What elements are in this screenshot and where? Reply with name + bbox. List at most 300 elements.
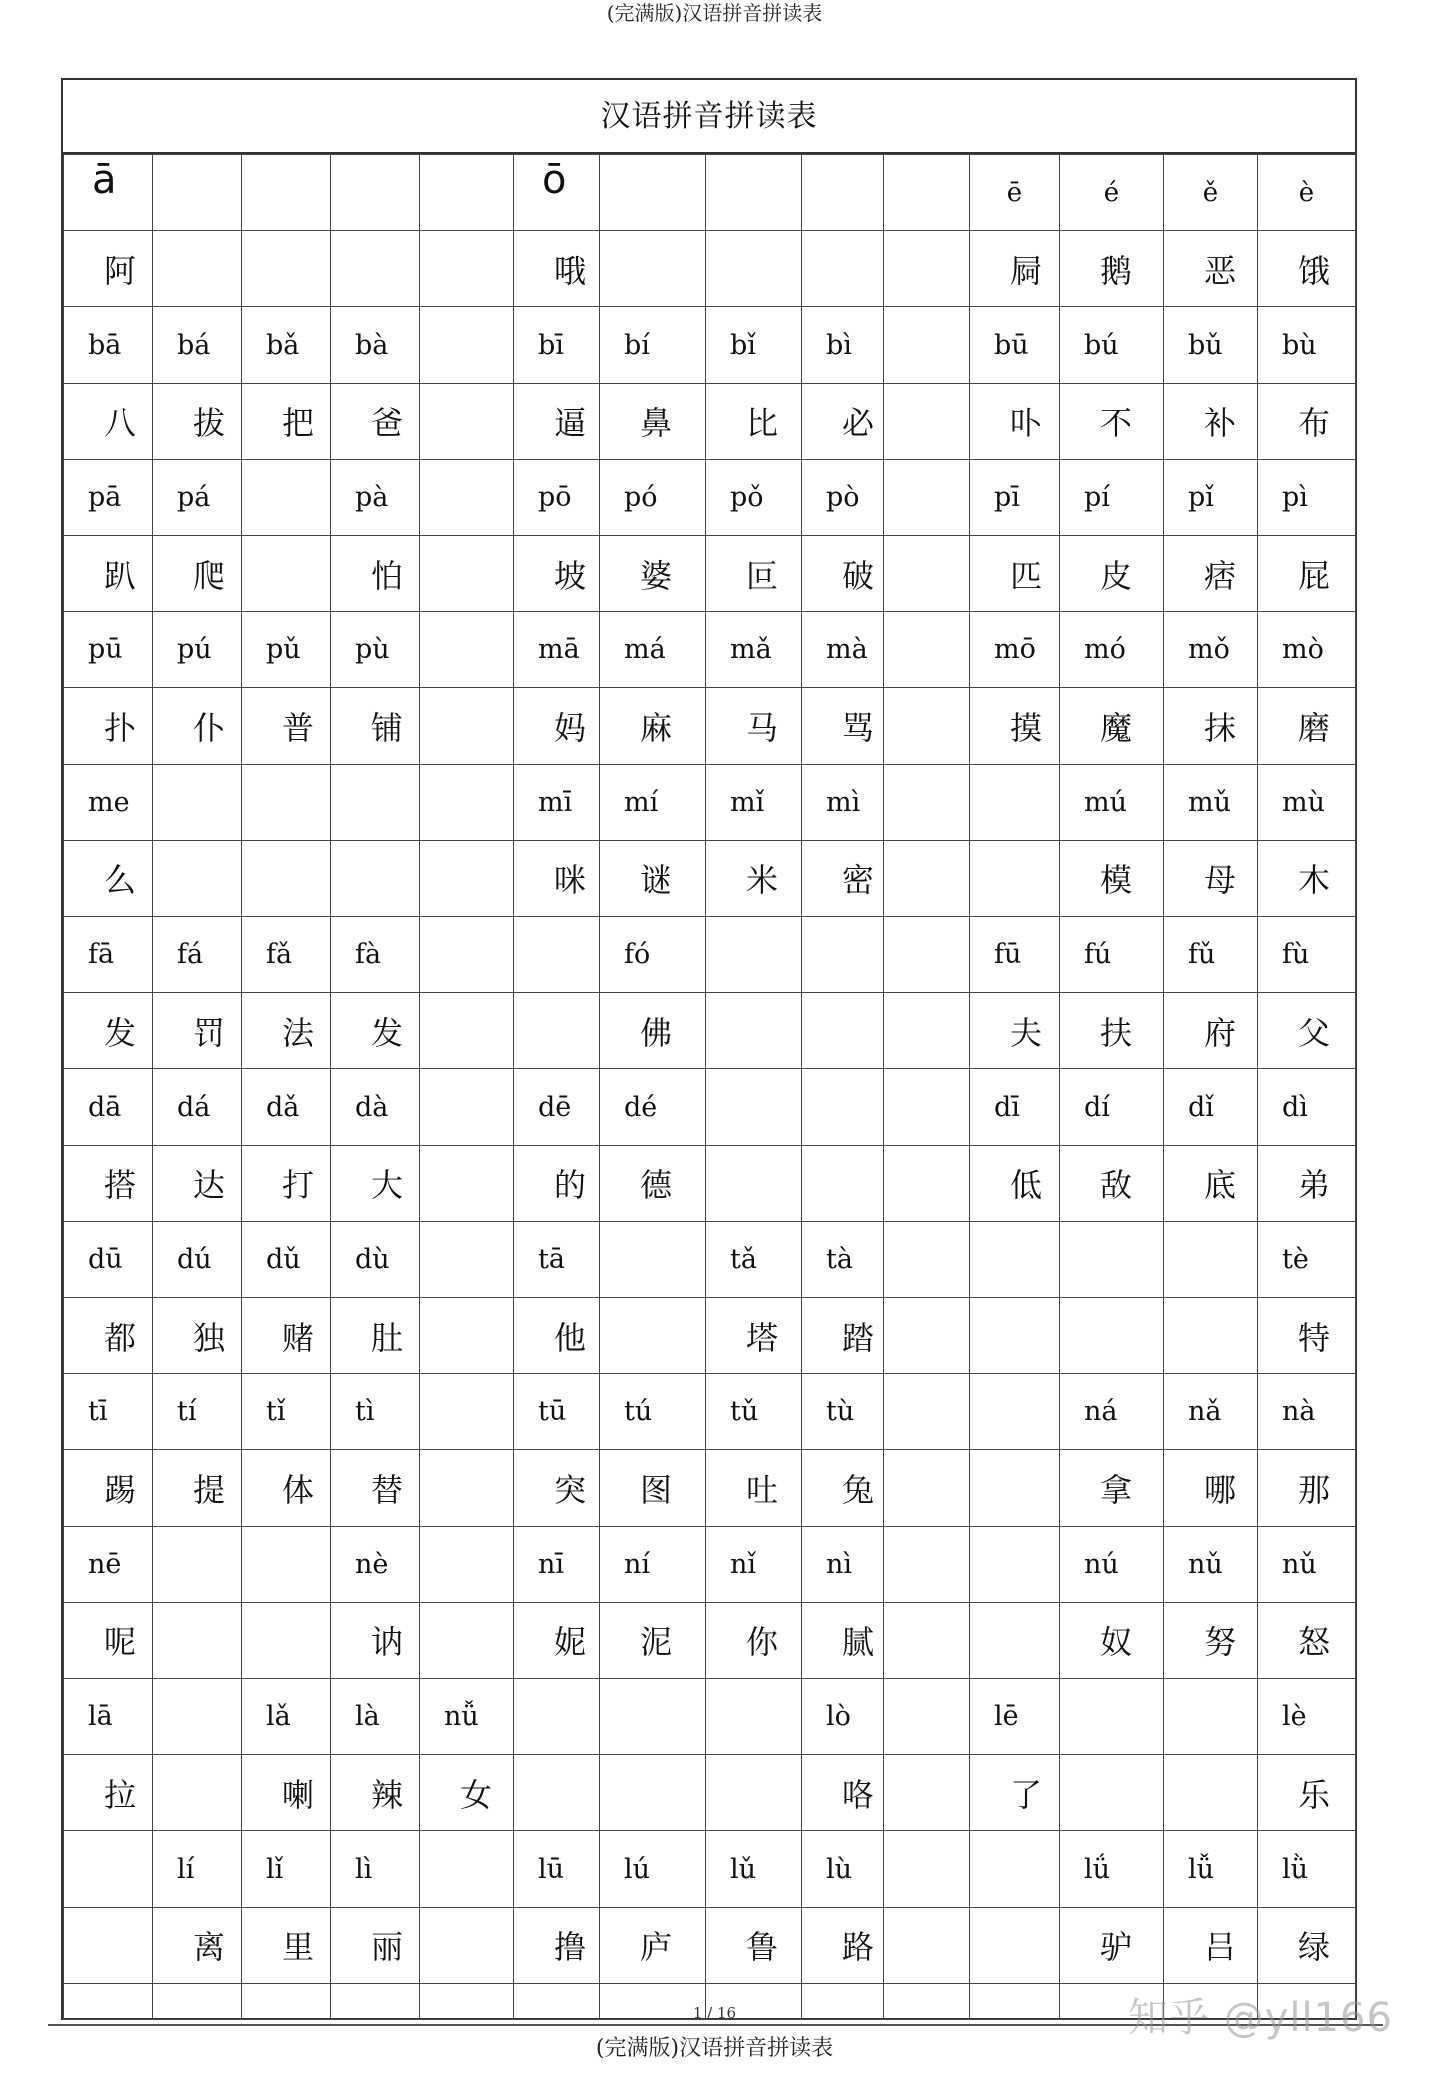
table-cell xyxy=(420,688,514,764)
table-cell: pì xyxy=(1258,459,1356,535)
table-cell xyxy=(1164,1679,1258,1755)
table-cell xyxy=(884,1526,970,1602)
table-cell xyxy=(153,155,242,231)
table-row xyxy=(64,1221,1356,1297)
table-cell: 普 xyxy=(242,688,331,764)
table-cell xyxy=(331,764,420,840)
table-cell xyxy=(420,459,514,535)
table-cell: 敌 xyxy=(1060,1145,1164,1221)
table-cell: 么 xyxy=(64,840,153,916)
table-cell: mǔ xyxy=(1164,764,1258,840)
table-cell: lò xyxy=(802,1679,884,1755)
table-cell: 弟 xyxy=(1258,1145,1356,1221)
document-footer: (完满版)汉语拼音拼读表 xyxy=(595,2036,834,2061)
table-cell: dū xyxy=(64,1221,153,1297)
table-cell: nǚ xyxy=(420,1679,514,1755)
table-cell: 扶 xyxy=(1060,993,1164,1069)
table-cell xyxy=(884,840,970,916)
table-cell xyxy=(802,1145,884,1221)
table-cell: 踢 xyxy=(64,1450,153,1526)
table-cell: 吐 xyxy=(706,1450,802,1526)
table-cell: 绿 xyxy=(1258,1907,1356,1983)
table-cell: 抹 xyxy=(1164,688,1258,764)
pinyin-reading-table xyxy=(63,154,1356,2020)
table-cell: ná xyxy=(1060,1374,1164,1450)
table-cell: ā xyxy=(64,155,153,231)
table-cell: tǐ xyxy=(242,1374,331,1450)
table-cell: bù xyxy=(1258,307,1356,383)
table-cell: tǎ xyxy=(706,1221,802,1297)
table-cell xyxy=(153,1602,242,1678)
table-cell: lǜ xyxy=(1258,1831,1356,1907)
table-cell xyxy=(884,1831,970,1907)
table-cell xyxy=(884,1679,970,1755)
table-cell: 奴 xyxy=(1060,1602,1164,1678)
table-cell: 痞 xyxy=(1164,536,1258,612)
table-cell xyxy=(1060,1755,1164,1831)
table-cell: bǎ xyxy=(242,307,331,383)
table-cell xyxy=(1060,1298,1164,1374)
table-row xyxy=(64,1298,1356,1374)
table-cell xyxy=(802,1069,884,1145)
table-cell xyxy=(600,1221,706,1297)
table-cell: é xyxy=(1060,155,1164,231)
table-cell: lí xyxy=(153,1831,242,1907)
table-cell xyxy=(884,1221,970,1297)
table-cell: 哪 xyxy=(1164,1450,1258,1526)
table-cell xyxy=(153,1679,242,1755)
table-cell: dē xyxy=(514,1069,600,1145)
table-cell: è xyxy=(1258,155,1356,231)
table-cell: 密 xyxy=(802,840,884,916)
table-row xyxy=(64,307,1356,383)
table-cell: 路 xyxy=(802,1907,884,1983)
table-cell xyxy=(420,1298,514,1374)
table-cell xyxy=(706,993,802,1069)
table-cell: mí xyxy=(600,764,706,840)
table-cell xyxy=(242,1602,331,1678)
table-cell xyxy=(420,840,514,916)
table-row xyxy=(64,688,1356,764)
table-cell xyxy=(970,1374,1060,1450)
table-cell: tū xyxy=(514,1374,600,1450)
table-cell: nè xyxy=(331,1526,420,1602)
table-cell: 父 xyxy=(1258,993,1356,1069)
table-cell xyxy=(970,1907,1060,1983)
table-cell: lā xyxy=(64,1679,153,1755)
table-cell: 骂 xyxy=(802,688,884,764)
table-cell: bú xyxy=(1060,307,1164,383)
table-cell: fǎ xyxy=(242,917,331,993)
table-cell: nì xyxy=(802,1526,884,1602)
table-cell: bà xyxy=(331,307,420,383)
table-cell xyxy=(884,993,970,1069)
table-cell: lú xyxy=(600,1831,706,1907)
table-cell: 低 xyxy=(970,1145,1060,1221)
table-cell xyxy=(970,764,1060,840)
table-cell xyxy=(706,231,802,307)
table-cell: lǚ xyxy=(1164,1831,1258,1907)
table-cell: 摸 xyxy=(970,688,1060,764)
table-cell: lì xyxy=(331,1831,420,1907)
table-cell: 怕 xyxy=(331,536,420,612)
table-cell: tì xyxy=(331,1374,420,1450)
table-cell xyxy=(802,231,884,307)
table-cell: 不 xyxy=(1060,383,1164,459)
table-cell: 马 xyxy=(706,688,802,764)
table-cell: pǐ xyxy=(1164,459,1258,535)
table-cell: 趴 xyxy=(64,536,153,612)
table-cell: 米 xyxy=(706,840,802,916)
table-cell: lū xyxy=(514,1831,600,1907)
table-cell: 驴 xyxy=(1060,1907,1164,1983)
table-cell: 母 xyxy=(1164,840,1258,916)
table-cell: 补 xyxy=(1164,383,1258,459)
table-cell xyxy=(420,1602,514,1678)
table-cell xyxy=(970,1298,1060,1374)
table-cell xyxy=(420,1374,514,1450)
table-cell xyxy=(242,231,331,307)
table-cell: 搭 xyxy=(64,1145,153,1221)
pinyin-table-sheet xyxy=(61,78,1357,2020)
table-row xyxy=(64,612,1356,688)
table-cell xyxy=(331,231,420,307)
table-cell: fā xyxy=(64,917,153,993)
table-cell: 木 xyxy=(1258,840,1356,916)
table-cell xyxy=(884,1450,970,1526)
table-cell: 鹅 xyxy=(1060,231,1164,307)
table-cell xyxy=(884,1145,970,1221)
table-cell: nǔ xyxy=(1258,1526,1356,1602)
table-cell: 屙 xyxy=(970,231,1060,307)
table-cell: ě xyxy=(1164,155,1258,231)
table-cell: 里 xyxy=(242,1907,331,1983)
table-cell xyxy=(420,1450,514,1526)
table-cell: pò xyxy=(802,459,884,535)
table-cell xyxy=(884,1755,970,1831)
table-cell xyxy=(420,307,514,383)
table-cell xyxy=(242,155,331,231)
table-cell: 庐 xyxy=(600,1907,706,1983)
table-cell: fó xyxy=(600,917,706,993)
table-cell: mà xyxy=(802,612,884,688)
table-cell xyxy=(1164,1755,1258,1831)
table-cell: 逼 xyxy=(514,383,600,459)
table-cell: 比 xyxy=(706,383,802,459)
table-cell: 拉 xyxy=(64,1755,153,1831)
table-cell xyxy=(64,1831,153,1907)
table-cell: 鲁 xyxy=(706,1907,802,1983)
table-cell: 替 xyxy=(331,1450,420,1526)
table-cell: dā xyxy=(64,1069,153,1145)
table-cell xyxy=(420,231,514,307)
table-cell xyxy=(64,1907,153,1983)
table-cell xyxy=(514,1755,600,1831)
table-cell: pú xyxy=(153,612,242,688)
table-cell: pù xyxy=(331,612,420,688)
table-cell: 他 xyxy=(514,1298,600,1374)
table-cell: lè xyxy=(1258,1679,1356,1755)
table-cell xyxy=(706,1679,802,1755)
table-cell: 辣 xyxy=(331,1755,420,1831)
table-cell xyxy=(970,1602,1060,1678)
table-cell xyxy=(1164,1221,1258,1297)
table-cell xyxy=(884,383,970,459)
table-cell: pā xyxy=(64,459,153,535)
table-cell: mǎ xyxy=(706,612,802,688)
table-cell: 独 xyxy=(153,1298,242,1374)
table-cell: dǎ xyxy=(242,1069,331,1145)
table-cell: nà xyxy=(1258,1374,1356,1450)
table-cell xyxy=(420,1145,514,1221)
table-cell xyxy=(970,1831,1060,1907)
table-cell: pō xyxy=(514,459,600,535)
table-cell: 法 xyxy=(242,993,331,1069)
table-cell: 泥 xyxy=(600,1602,706,1678)
table-cell: 女 xyxy=(420,1755,514,1831)
table-cell: dǔ xyxy=(242,1221,331,1297)
table-cell: 呢 xyxy=(64,1602,153,1678)
table-cell: 讷 xyxy=(331,1602,420,1678)
table-cell xyxy=(420,917,514,993)
table-cell: mī xyxy=(514,764,600,840)
table-cell: fǔ xyxy=(1164,917,1258,993)
table-cell: 提 xyxy=(153,1450,242,1526)
table-cell xyxy=(706,1755,802,1831)
table-cell: tú xyxy=(600,1374,706,1450)
table-cell: nē xyxy=(64,1526,153,1602)
table-cell: tà xyxy=(802,1221,884,1297)
table-cell xyxy=(331,840,420,916)
table-row xyxy=(64,536,1356,612)
table-cell: pū xyxy=(64,612,153,688)
table-cell xyxy=(1060,1679,1164,1755)
table-cell xyxy=(884,307,970,383)
table-cell: 八 xyxy=(64,383,153,459)
table-cell: dù xyxy=(331,1221,420,1297)
table-cell xyxy=(420,764,514,840)
table-cell xyxy=(153,764,242,840)
table-cell: 妮 xyxy=(514,1602,600,1678)
table-cell: bū xyxy=(970,307,1060,383)
table-cell xyxy=(420,1221,514,1297)
table-cell: dú xyxy=(153,1221,242,1297)
table-row xyxy=(64,917,1356,993)
table-cell: 肚 xyxy=(331,1298,420,1374)
table-cell: 喇 xyxy=(242,1755,331,1831)
table-cell: 铺 xyxy=(331,688,420,764)
table-cell: pà xyxy=(331,459,420,535)
table-cell: 把 xyxy=(242,383,331,459)
table-cell xyxy=(884,536,970,612)
table-cell xyxy=(884,1298,970,1374)
table-cell: 撸 xyxy=(514,1907,600,1983)
table-cell: mì xyxy=(802,764,884,840)
table-cell: là xyxy=(331,1679,420,1755)
table-cell xyxy=(420,383,514,459)
table-cell: fà xyxy=(331,917,420,993)
table-cell xyxy=(420,155,514,231)
table-cell: 府 xyxy=(1164,993,1258,1069)
page-number: 1 / 16 xyxy=(692,2004,737,2022)
table-cell xyxy=(514,917,600,993)
table-row xyxy=(64,1069,1356,1145)
table-cell xyxy=(706,917,802,993)
table-cell: mā xyxy=(514,612,600,688)
table-cell: 屁 xyxy=(1258,536,1356,612)
table-cell: má xyxy=(600,612,706,688)
table-cell xyxy=(153,840,242,916)
table-cell xyxy=(600,231,706,307)
table-cell: pí xyxy=(1060,459,1164,535)
table-cell: 仆 xyxy=(153,688,242,764)
table-cell: 妈 xyxy=(514,688,600,764)
table-cell: pǒ xyxy=(706,459,802,535)
table-cell: 达 xyxy=(153,1145,242,1221)
table-cell: 磨 xyxy=(1258,688,1356,764)
table-cell xyxy=(706,155,802,231)
table-cell: bī xyxy=(514,307,600,383)
table-cell: mǒ xyxy=(1164,612,1258,688)
table-cell: 赌 xyxy=(242,1298,331,1374)
table-cell: 特 xyxy=(1258,1298,1356,1374)
table-cell xyxy=(884,612,970,688)
table-cell: 体 xyxy=(242,1450,331,1526)
table-row xyxy=(64,1450,1356,1526)
table-cell: lǎ xyxy=(242,1679,331,1755)
table-cell: 打 xyxy=(242,1145,331,1221)
table-row xyxy=(64,1679,1356,1755)
table-row xyxy=(64,993,1356,1069)
table-cell xyxy=(1060,1221,1164,1297)
table-cell xyxy=(970,1450,1060,1526)
table-cell: 踏 xyxy=(802,1298,884,1374)
table-cell: lē xyxy=(970,1679,1060,1755)
table-title: 汉语拼音拼读表 xyxy=(63,80,1355,154)
table-cell: bā xyxy=(64,307,153,383)
table-cell: 鼻 xyxy=(600,383,706,459)
table-cell: bǔ xyxy=(1164,307,1258,383)
table-cell: fù xyxy=(1258,917,1356,993)
table-cell xyxy=(884,1907,970,1983)
table-cell: 拔 xyxy=(153,383,242,459)
table-cell: 破 xyxy=(802,536,884,612)
table-row xyxy=(64,764,1356,840)
table-cell xyxy=(420,1069,514,1145)
table-cell xyxy=(970,840,1060,916)
table-cell xyxy=(600,1679,706,1755)
table-cell xyxy=(884,1374,970,1450)
table-cell: pī xyxy=(970,459,1060,535)
table-cell xyxy=(153,1755,242,1831)
table-row xyxy=(64,1526,1356,1602)
table-cell: 突 xyxy=(514,1450,600,1526)
table-cell xyxy=(802,993,884,1069)
table-cell: ní xyxy=(600,1526,706,1602)
table-cell xyxy=(884,764,970,840)
table-cell: dé xyxy=(600,1069,706,1145)
table-row xyxy=(64,1755,1356,1831)
table-cell: mō xyxy=(970,612,1060,688)
table-cell: 发 xyxy=(331,993,420,1069)
table-cell xyxy=(331,155,420,231)
table-cell xyxy=(514,1679,600,1755)
table-cell: tí xyxy=(153,1374,242,1450)
table-cell: 你 xyxy=(706,1602,802,1678)
table-cell: 都 xyxy=(64,1298,153,1374)
document-header: (完满版)汉语拼音拼读表 xyxy=(606,1,823,25)
table-cell: fá xyxy=(153,917,242,993)
table-cell: mó xyxy=(1060,612,1164,688)
table-cell xyxy=(242,1526,331,1602)
table-cell: nǔ xyxy=(1164,1526,1258,1602)
table-cell: 的 xyxy=(514,1145,600,1221)
table-cell xyxy=(600,155,706,231)
table-cell: 那 xyxy=(1258,1450,1356,1526)
table-row xyxy=(64,1907,1356,1983)
table-cell: mò xyxy=(1258,612,1356,688)
table-cell xyxy=(884,155,970,231)
table-cell: ē xyxy=(970,155,1060,231)
table-cell: lù xyxy=(802,1831,884,1907)
table-cell xyxy=(884,1069,970,1145)
table-cell: 坡 xyxy=(514,536,600,612)
table-cell: 佛 xyxy=(600,993,706,1069)
table-cell: 爬 xyxy=(153,536,242,612)
table-row xyxy=(64,840,1356,916)
table-cell xyxy=(802,155,884,231)
table-cell: 发 xyxy=(64,993,153,1069)
table-cell: 离 xyxy=(153,1907,242,1983)
table-cell xyxy=(420,1831,514,1907)
table-cell xyxy=(970,1526,1060,1602)
table-cell: 图 xyxy=(600,1450,706,1526)
table-cell: ō xyxy=(514,155,600,231)
table-row xyxy=(64,1602,1356,1678)
table-cell: pó xyxy=(600,459,706,535)
table-cell: 夫 xyxy=(970,993,1060,1069)
table-cell xyxy=(706,1145,802,1221)
table-cell: fū xyxy=(970,917,1060,993)
table-cell: bǐ xyxy=(706,307,802,383)
table-cell: 丽 xyxy=(331,1907,420,1983)
table-cell xyxy=(1164,1298,1258,1374)
table-cell: me xyxy=(64,764,153,840)
table-cell: lǘ xyxy=(1060,1831,1164,1907)
table-row xyxy=(64,383,1356,459)
table-row xyxy=(64,1374,1356,1450)
table-cell xyxy=(884,459,970,535)
table-cell: 阿 xyxy=(64,231,153,307)
table-cell: 腻 xyxy=(802,1602,884,1678)
table-cell: 努 xyxy=(1164,1602,1258,1678)
table-cell: dá xyxy=(153,1069,242,1145)
table-cell: lǔ xyxy=(706,1831,802,1907)
table-cell: 哦 xyxy=(514,231,600,307)
table-cell: 婆 xyxy=(600,536,706,612)
table-row xyxy=(64,155,1356,231)
table-cell: dī xyxy=(970,1069,1060,1145)
table-cell xyxy=(514,993,600,1069)
table-cell xyxy=(242,840,331,916)
table-cell: fú xyxy=(1060,917,1164,993)
table-cell xyxy=(802,917,884,993)
table-cell: 麻 xyxy=(600,688,706,764)
table-cell: bá xyxy=(153,307,242,383)
table-cell: 皮 xyxy=(1060,536,1164,612)
table-row xyxy=(64,459,1356,535)
table-cell xyxy=(420,536,514,612)
